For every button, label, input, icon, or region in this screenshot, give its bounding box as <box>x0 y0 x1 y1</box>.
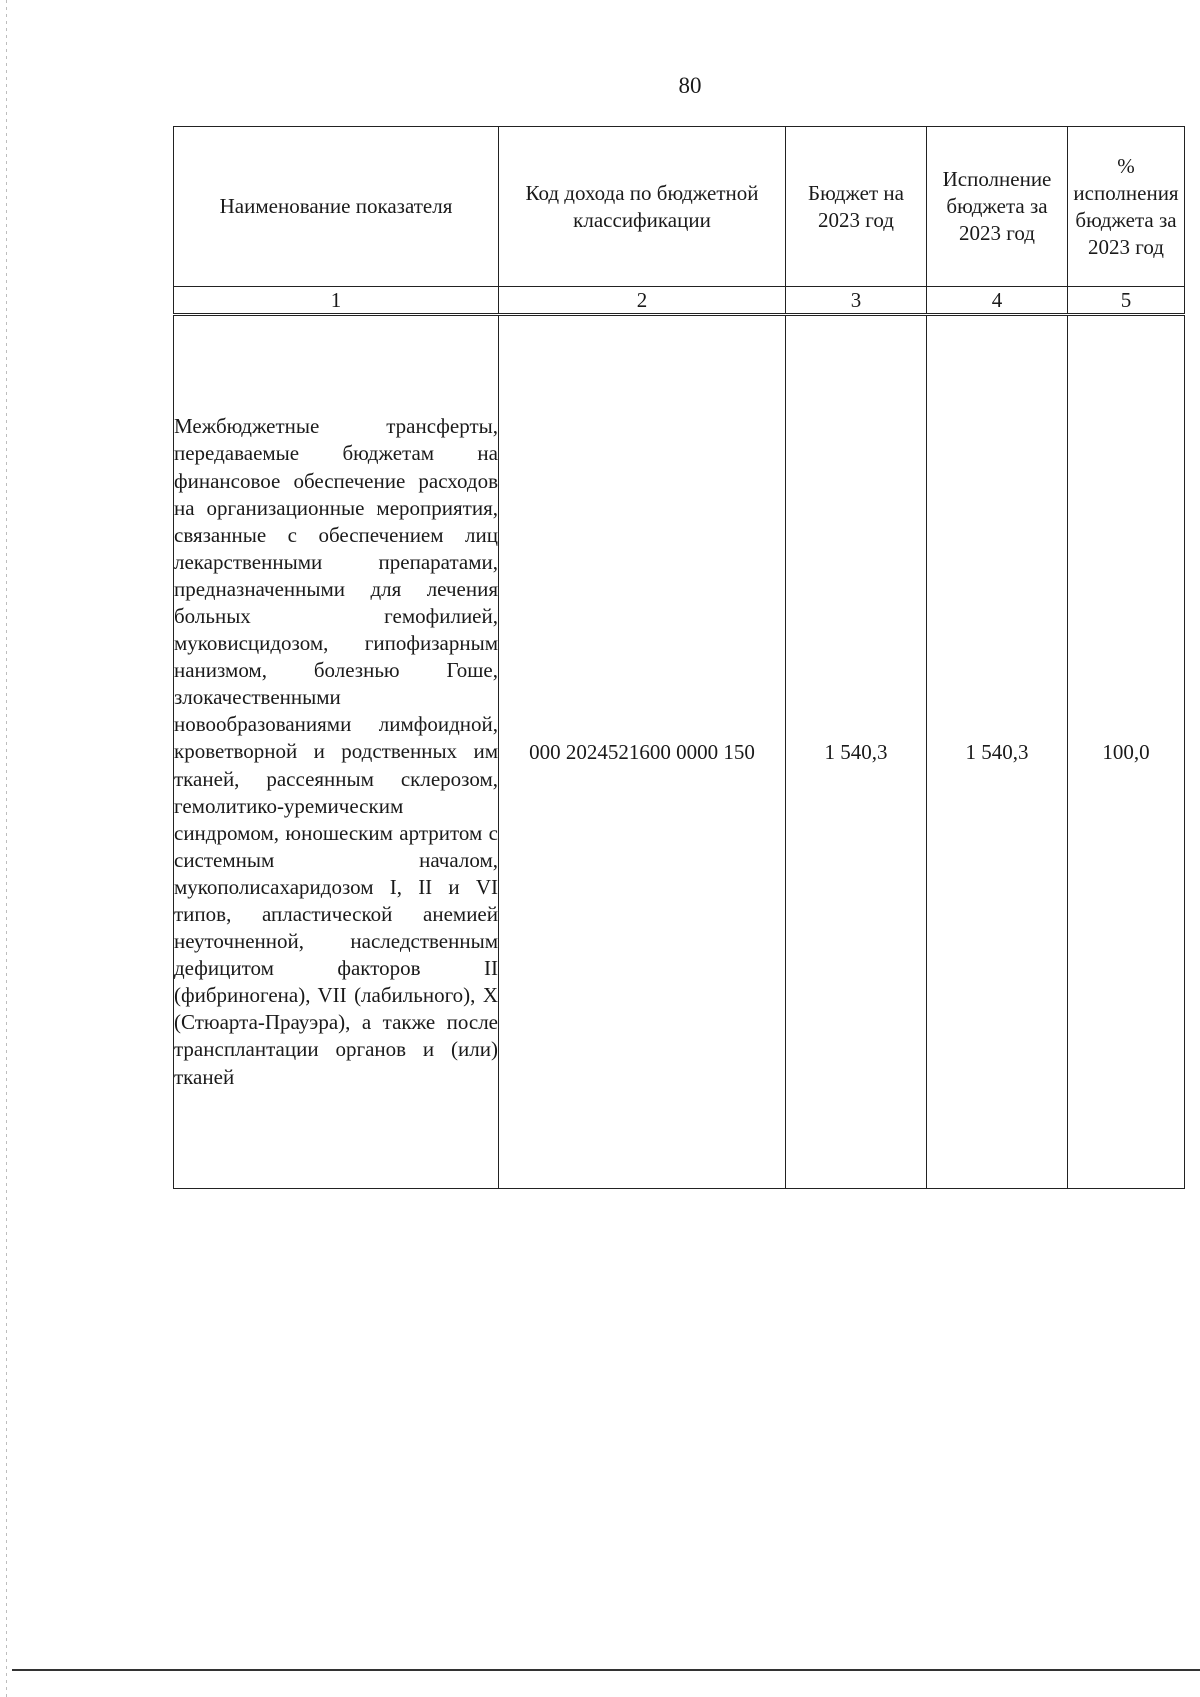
header-execution-percent: % исполнения бюджета за 2023 год <box>1068 127 1185 287</box>
header-income-code: Код дохода по бюджетной классификации <box>499 127 786 287</box>
column-number-row <box>174 287 1185 315</box>
scan-bottom-rule <box>12 1669 1200 1671</box>
budget-execution-table <box>173 126 1185 1189</box>
header-budget-2023: Бюджет на 2023 год <box>786 127 927 287</box>
column-number: 3 <box>786 287 927 315</box>
header-execution-2023: Исполнение бюджета за 2023 год <box>927 127 1068 287</box>
table-row <box>174 315 1185 1189</box>
scan-left-edge <box>6 0 7 1697</box>
column-number: 4 <box>927 287 1068 315</box>
indicator-name-cell <box>174 315 499 1189</box>
percent-value-cell: 100,0 <box>1068 315 1185 1189</box>
column-number: 5 <box>1068 287 1185 315</box>
execution-value-cell: 1 540,3 <box>927 315 1068 1189</box>
budget-value-cell: 1 540,3 <box>786 315 927 1189</box>
column-number: 2 <box>499 287 786 315</box>
column-number: 1 <box>174 287 499 315</box>
page-number: 80 <box>678 73 702 98</box>
indicator-name-text: Межбюджетные трансферты, передаваемые бюджетам на финансовое обеспечение расходов на организационные мероприятия, связанные с обеспечением лиц лекарственными препаратами, предназначенными для лечения больных гемофилией, муковисцидозом, гипофизарным нанизмом, болезнью Гоше, злокачественными новообразованиями лимфоидной, кроветворной и родственных им тканей, рассеянным склерозом, гемолитико-уремическим синдромом, юношеским артритом с системным началом, мукополисахаридозом I, II и VI типов, апластической анемией неуточненной, наследственным дефицитом факторов II (фибриногена), VII (лабильного), X (Стюарта-Прауэра), а также после трансплантации органов и (или) тканей <box>174 414 498 1089</box>
income-code-cell: 000 2024521600 0000 150 <box>499 315 786 1189</box>
header-indicator-name: Наименование показателя <box>174 127 499 287</box>
table-header-row <box>174 127 1185 287</box>
